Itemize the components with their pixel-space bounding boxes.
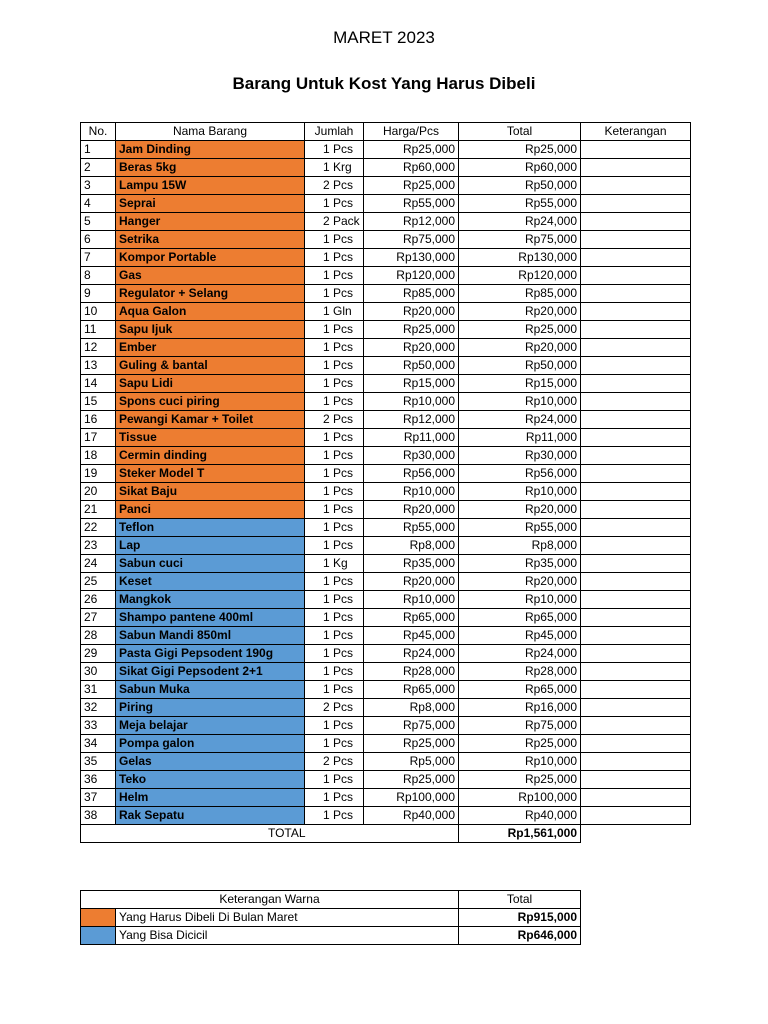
row-number: 8 (81, 267, 116, 285)
item-quantity: 1 Pcs (305, 573, 364, 591)
item-note (581, 807, 691, 825)
item-price: Rp55,000 (364, 195, 459, 213)
item-quantity: 1 Pcs (305, 789, 364, 807)
item-price: Rp24,000 (364, 645, 459, 663)
item-name: Lap (116, 537, 305, 555)
item-note (581, 537, 691, 555)
item-note (581, 699, 691, 717)
item-name: Ember (116, 339, 305, 357)
item-quantity: 1 Pcs (305, 429, 364, 447)
item-total: Rp75,000 (459, 717, 581, 735)
item-price: Rp25,000 (364, 771, 459, 789)
row-number: 16 (81, 411, 116, 429)
item-name: Sikat Baju (116, 483, 305, 501)
row-number: 14 (81, 375, 116, 393)
item-name: Sikat Gigi Pepsodent 2+1 (116, 663, 305, 681)
table-row (81, 753, 691, 771)
grand-total: Rp1,561,000 (459, 825, 581, 843)
item-note (581, 717, 691, 735)
row-number: 27 (81, 609, 116, 627)
item-price: Rp10,000 (364, 483, 459, 501)
item-total: Rp35,000 (459, 555, 581, 573)
total-empty (581, 825, 691, 843)
item-total: Rp20,000 (459, 339, 581, 357)
item-total: Rp20,000 (459, 573, 581, 591)
item-note (581, 573, 691, 591)
item-quantity: 1 Pcs (305, 267, 364, 285)
item-total: Rp15,000 (459, 375, 581, 393)
item-price: Rp10,000 (364, 591, 459, 609)
legend-color-swatch (81, 909, 116, 927)
table-row (81, 195, 691, 213)
row-number: 9 (81, 285, 116, 303)
row-number: 23 (81, 537, 116, 555)
item-note (581, 393, 691, 411)
total-row (81, 825, 691, 843)
table-row (81, 141, 691, 159)
item-price: Rp8,000 (364, 699, 459, 717)
item-price: Rp30,000 (364, 447, 459, 465)
item-note (581, 321, 691, 339)
item-quantity: 1 Pcs (305, 771, 364, 789)
item-name: Teflon (116, 519, 305, 537)
item-quantity: 1 Pcs (305, 717, 364, 735)
item-total: Rp65,000 (459, 609, 581, 627)
item-quantity: 1 Pcs (305, 195, 364, 213)
item-total: Rp85,000 (459, 285, 581, 303)
row-number: 24 (81, 555, 116, 573)
item-price: Rp25,000 (364, 321, 459, 339)
col-header-no: No. (81, 123, 116, 141)
table-row (81, 609, 691, 627)
item-quantity: 1 Kg (305, 555, 364, 573)
legend-label: Yang Harus Dibeli Di Bulan Maret (116, 909, 459, 927)
table-row (81, 249, 691, 267)
col-header-price: Harga/Pcs (364, 123, 459, 141)
table-row (81, 735, 691, 753)
item-quantity: 1 Pcs (305, 663, 364, 681)
total-spacer (81, 825, 116, 843)
item-price: Rp12,000 (364, 411, 459, 429)
item-price: Rp100,000 (364, 789, 459, 807)
table-row (81, 537, 691, 555)
row-number: 3 (81, 177, 116, 195)
item-total: Rp25,000 (459, 771, 581, 789)
item-name: Sabun Muka (116, 681, 305, 699)
item-total: Rp8,000 (459, 537, 581, 555)
row-number: 28 (81, 627, 116, 645)
item-name: Piring (116, 699, 305, 717)
item-total: Rp60,000 (459, 159, 581, 177)
col-header-note: Keterangan (581, 123, 691, 141)
item-quantity: 1 Gln (305, 303, 364, 321)
item-quantity: 1 Pcs (305, 393, 364, 411)
item-name: Sabun Mandi 850ml (116, 627, 305, 645)
item-quantity: 1 Pcs (305, 375, 364, 393)
table-row (81, 717, 691, 735)
item-name: Keset (116, 573, 305, 591)
table-row (81, 465, 691, 483)
row-number: 4 (81, 195, 116, 213)
item-quantity: 1 Pcs (305, 807, 364, 825)
table-row (81, 627, 691, 645)
legend-row (81, 927, 581, 945)
item-price: Rp5,000 (364, 753, 459, 771)
legend-color-swatch (81, 927, 116, 945)
row-number: 10 (81, 303, 116, 321)
item-name: Steker Model T (116, 465, 305, 483)
shopping-table (80, 122, 691, 843)
row-number: 32 (81, 699, 116, 717)
item-name: Regulator + Selang (116, 285, 305, 303)
item-name: Gas (116, 267, 305, 285)
item-name: Helm (116, 789, 305, 807)
table-row (81, 429, 691, 447)
item-quantity: 2 Pcs (305, 411, 364, 429)
table-row (81, 321, 691, 339)
item-quantity: 1 Pcs (305, 321, 364, 339)
legend-total: Rp915,000 (459, 909, 581, 927)
row-number: 11 (81, 321, 116, 339)
table-row (81, 231, 691, 249)
row-number: 12 (81, 339, 116, 357)
item-total: Rp45,000 (459, 627, 581, 645)
item-total: Rp130,000 (459, 249, 581, 267)
item-total: Rp50,000 (459, 357, 581, 375)
item-price: Rp130,000 (364, 249, 459, 267)
item-name: Sabun cuci (116, 555, 305, 573)
item-price: Rp20,000 (364, 573, 459, 591)
item-name: Guling & bantal (116, 357, 305, 375)
item-note (581, 609, 691, 627)
item-name: Pasta Gigi Pepsodent 190g (116, 645, 305, 663)
item-total: Rp100,000 (459, 789, 581, 807)
item-quantity: 1 Pcs (305, 627, 364, 645)
item-name: Shampo pantene 400ml (116, 609, 305, 627)
item-quantity: 1 Pcs (305, 591, 364, 609)
item-note (581, 771, 691, 789)
item-price: Rp20,000 (364, 339, 459, 357)
item-price: Rp50,000 (364, 357, 459, 375)
item-quantity: 1 Pcs (305, 645, 364, 663)
item-quantity: 1 Pcs (305, 681, 364, 699)
item-price: Rp25,000 (364, 141, 459, 159)
row-number: 25 (81, 573, 116, 591)
row-number: 20 (81, 483, 116, 501)
item-quantity: 1 Pcs (305, 609, 364, 627)
item-quantity: 1 Pcs (305, 483, 364, 501)
item-price: Rp8,000 (364, 537, 459, 555)
legend-total: Rp646,000 (459, 927, 581, 945)
item-note (581, 591, 691, 609)
table-row (81, 357, 691, 375)
item-price: Rp20,000 (364, 303, 459, 321)
item-price: Rp40,000 (364, 807, 459, 825)
table-row (81, 177, 691, 195)
item-name: Beras 5kg (116, 159, 305, 177)
table-row (81, 411, 691, 429)
item-total: Rp10,000 (459, 591, 581, 609)
item-note (581, 213, 691, 231)
table-row (81, 267, 691, 285)
item-total: Rp50,000 (459, 177, 581, 195)
item-total: Rp25,000 (459, 141, 581, 159)
item-quantity: 2 Pack (305, 213, 364, 231)
item-note (581, 501, 691, 519)
row-number: 17 (81, 429, 116, 447)
item-price: Rp25,000 (364, 177, 459, 195)
page-title: Barang Untuk Kost Yang Harus Dibeli (232, 74, 536, 93)
item-total: Rp28,000 (459, 663, 581, 681)
row-number: 21 (81, 501, 116, 519)
legend-header-total: Total (459, 891, 581, 909)
item-quantity: 1 Pcs (305, 249, 364, 267)
table-row (81, 447, 691, 465)
item-note (581, 735, 691, 753)
item-name: Aqua Galon (116, 303, 305, 321)
table-row (81, 501, 691, 519)
item-note (581, 555, 691, 573)
item-note (581, 429, 691, 447)
row-number: 30 (81, 663, 116, 681)
col-header-qty: Jumlah (305, 123, 364, 141)
item-quantity: 1 Pcs (305, 519, 364, 537)
item-note (581, 663, 691, 681)
item-name: Seprai (116, 195, 305, 213)
item-price: Rp120,000 (364, 267, 459, 285)
item-note (581, 375, 691, 393)
item-note (581, 339, 691, 357)
item-note (581, 303, 691, 321)
table-row (81, 339, 691, 357)
item-note (581, 357, 691, 375)
item-quantity: 1 Pcs (305, 339, 364, 357)
table-header-row (81, 123, 691, 141)
item-total: Rp65,000 (459, 681, 581, 699)
item-total: Rp10,000 (459, 483, 581, 501)
item-name: Setrika (116, 231, 305, 249)
item-price: Rp75,000 (364, 231, 459, 249)
item-price: Rp35,000 (364, 555, 459, 573)
item-name: Pewangi Kamar + Toilet (116, 411, 305, 429)
item-quantity: 1 Pcs (305, 231, 364, 249)
item-name: Mangkok (116, 591, 305, 609)
item-total: Rp55,000 (459, 519, 581, 537)
item-note (581, 519, 691, 537)
item-quantity: 2 Pcs (305, 753, 364, 771)
row-number: 29 (81, 645, 116, 663)
item-total: Rp10,000 (459, 753, 581, 771)
item-price: Rp28,000 (364, 663, 459, 681)
table-row (81, 483, 691, 501)
item-quantity: 1 Pcs (305, 465, 364, 483)
item-price: Rp15,000 (364, 375, 459, 393)
legend-header-label: Keterangan Warna (81, 891, 459, 909)
item-name: Lampu 15W (116, 177, 305, 195)
table-row (81, 375, 691, 393)
item-price: Rp11,000 (364, 429, 459, 447)
row-number: 5 (81, 213, 116, 231)
item-price: Rp60,000 (364, 159, 459, 177)
item-name: Cermin dinding (116, 447, 305, 465)
table-row (81, 591, 691, 609)
item-total: Rp20,000 (459, 303, 581, 321)
item-note (581, 681, 691, 699)
item-note (581, 267, 691, 285)
item-quantity: 1 Pcs (305, 141, 364, 159)
table-row (81, 771, 691, 789)
item-total: Rp11,000 (459, 429, 581, 447)
table-row (81, 213, 691, 231)
item-note (581, 285, 691, 303)
item-note (581, 141, 691, 159)
table-row (81, 789, 691, 807)
row-number: 31 (81, 681, 116, 699)
table-row (81, 159, 691, 177)
row-number: 18 (81, 447, 116, 465)
item-name: Kompor Portable (116, 249, 305, 267)
item-quantity: 1 Pcs (305, 285, 364, 303)
row-number: 22 (81, 519, 116, 537)
table-row (81, 555, 691, 573)
item-total: Rp20,000 (459, 501, 581, 519)
row-number: 7 (81, 249, 116, 267)
item-note (581, 195, 691, 213)
item-quantity: 1 Pcs (305, 501, 364, 519)
legend-row (81, 909, 581, 927)
table-row (81, 285, 691, 303)
total-label: TOTAL (116, 825, 459, 843)
row-number: 36 (81, 771, 116, 789)
item-note (581, 645, 691, 663)
row-number: 6 (81, 231, 116, 249)
item-name: Teko (116, 771, 305, 789)
item-price: Rp65,000 (364, 681, 459, 699)
item-total: Rp24,000 (459, 213, 581, 231)
item-total: Rp25,000 (459, 735, 581, 753)
row-number: 15 (81, 393, 116, 411)
row-number: 2 (81, 159, 116, 177)
item-price: Rp75,000 (364, 717, 459, 735)
item-total: Rp75,000 (459, 231, 581, 249)
item-total: Rp40,000 (459, 807, 581, 825)
legend-header-row (81, 891, 581, 909)
item-total: Rp24,000 (459, 645, 581, 663)
table-row (81, 393, 691, 411)
item-price: Rp55,000 (364, 519, 459, 537)
col-header-total: Total (459, 123, 581, 141)
item-quantity: 2 Pcs (305, 177, 364, 195)
item-note (581, 789, 691, 807)
row-number: 38 (81, 807, 116, 825)
item-name: Panci (116, 501, 305, 519)
item-price: Rp45,000 (364, 627, 459, 645)
item-price: Rp12,000 (364, 213, 459, 231)
item-name: Rak Sepatu (116, 807, 305, 825)
table-row (81, 573, 691, 591)
row-number: 26 (81, 591, 116, 609)
row-number: 35 (81, 753, 116, 771)
item-quantity: 1 Pcs (305, 537, 364, 555)
col-header-name: Nama Barang (116, 123, 305, 141)
item-price: Rp20,000 (364, 501, 459, 519)
item-price: Rp85,000 (364, 285, 459, 303)
month-heading: MARET 2023 (333, 28, 435, 47)
item-total: Rp10,000 (459, 393, 581, 411)
item-note (581, 411, 691, 429)
item-name: Gelas (116, 753, 305, 771)
row-number: 34 (81, 735, 116, 753)
item-total: Rp120,000 (459, 267, 581, 285)
item-total: Rp30,000 (459, 447, 581, 465)
item-name: Jam Dinding (116, 141, 305, 159)
table-row (81, 645, 691, 663)
item-note (581, 447, 691, 465)
item-total: Rp25,000 (459, 321, 581, 339)
item-total: Rp24,000 (459, 411, 581, 429)
row-number: 1 (81, 141, 116, 159)
item-quantity: 1 Pcs (305, 735, 364, 753)
item-note (581, 483, 691, 501)
item-quantity: 1 Krg (305, 159, 364, 177)
item-note (581, 465, 691, 483)
item-quantity: 1 Pcs (305, 357, 364, 375)
legend-label: Yang Bisa Dicicil (116, 927, 459, 945)
item-note (581, 753, 691, 771)
item-quantity: 1 Pcs (305, 447, 364, 465)
item-name: Sapu Lidi (116, 375, 305, 393)
row-number: 13 (81, 357, 116, 375)
color-legend-table (80, 890, 581, 945)
item-note (581, 159, 691, 177)
item-note (581, 231, 691, 249)
table-row (81, 303, 691, 321)
item-name: Tissue (116, 429, 305, 447)
row-number: 37 (81, 789, 116, 807)
item-note (581, 249, 691, 267)
item-total: Rp16,000 (459, 699, 581, 717)
item-price: Rp10,000 (364, 393, 459, 411)
table-row (81, 699, 691, 717)
table-row (81, 519, 691, 537)
table-row (81, 663, 691, 681)
item-total: Rp55,000 (459, 195, 581, 213)
item-name: Sapu Ijuk (116, 321, 305, 339)
item-name: Hanger (116, 213, 305, 231)
item-total: Rp56,000 (459, 465, 581, 483)
item-price: Rp25,000 (364, 735, 459, 753)
item-name: Spons cuci piring (116, 393, 305, 411)
item-note (581, 177, 691, 195)
item-name: Meja belajar (116, 717, 305, 735)
item-note (581, 627, 691, 645)
table-row (81, 681, 691, 699)
item-quantity: 2 Pcs (305, 699, 364, 717)
item-price: Rp56,000 (364, 465, 459, 483)
row-number: 19 (81, 465, 116, 483)
item-name: Pompa galon (116, 735, 305, 753)
row-number: 33 (81, 717, 116, 735)
table-row (81, 807, 691, 825)
item-price: Rp65,000 (364, 609, 459, 627)
